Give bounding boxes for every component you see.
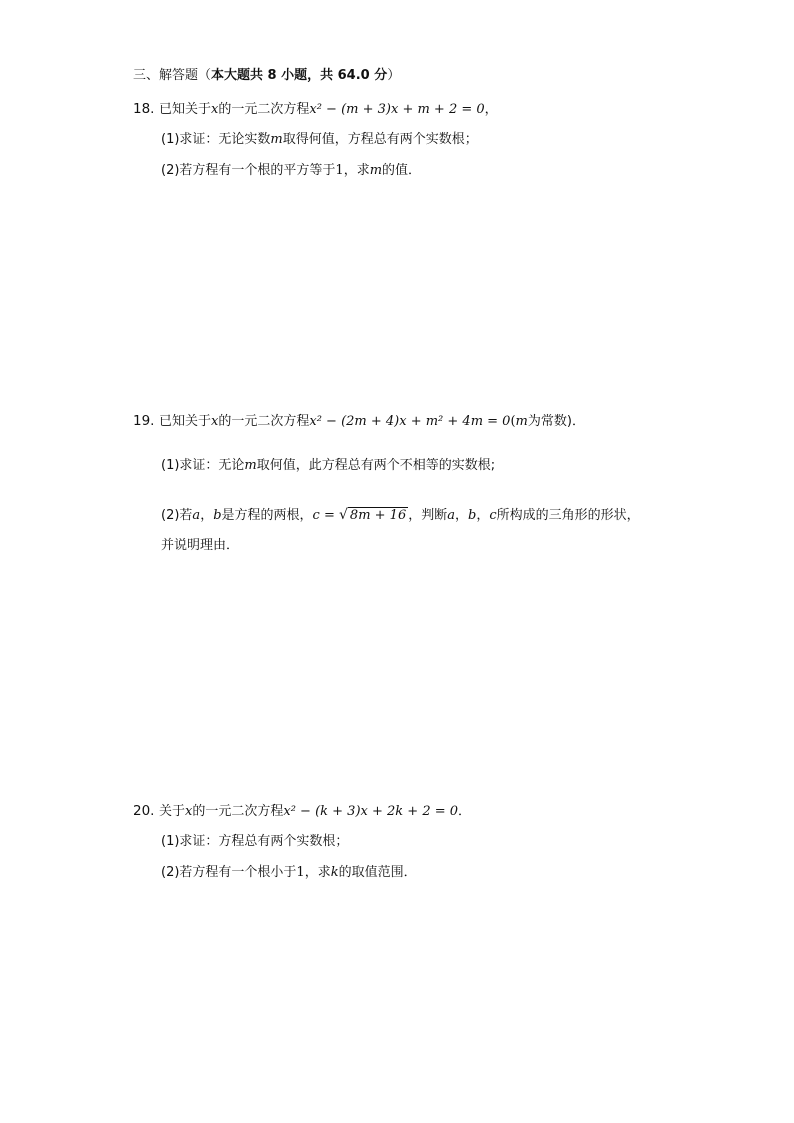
question-18-stem xyxy=(133,100,498,119)
q19-part2-list-b: b xyxy=(468,508,477,523)
q18-part1-prefix: (1)求证：无论实数 xyxy=(161,132,271,147)
q19-part2-var-a: a xyxy=(192,508,201,523)
q20-stem-text-b: 的一元二次方程 xyxy=(192,804,284,819)
section-title-suffix: ） xyxy=(387,68,401,83)
section-title-prefix: 三、解答题（ xyxy=(133,68,212,83)
q19-part2-after: ，判断 xyxy=(408,508,448,523)
question-19-part-1 xyxy=(161,457,495,475)
q20-var-x: x xyxy=(185,804,193,819)
q18-part1-suffix: 取得何值，方程总有两个实数根； xyxy=(282,132,478,147)
q19-stem-text-a: 已知关于 xyxy=(159,414,212,429)
q18-part2-prefix: (2)若方程有一个根的平方等于 xyxy=(161,163,336,178)
section-title xyxy=(133,67,400,85)
q19-part2-var-b: b xyxy=(213,508,222,523)
question-20-number: 20. xyxy=(133,803,155,819)
section-title-bold: 本大题共 8 小题，共 64.0 分 xyxy=(211,68,388,83)
question-20-part-1 xyxy=(161,833,348,851)
q19-part2-sep: ， xyxy=(200,508,214,523)
q20-part2-prefix: (2)若方程有一个根小于 xyxy=(161,865,297,880)
q19-equation: x² − (2m + 4)x + m² + 4m = 0 xyxy=(309,414,511,429)
question-19-part-2 xyxy=(161,506,640,525)
q20-part2-suffix: 的取值范围． xyxy=(338,865,417,880)
q20-part2-var: k xyxy=(330,865,339,880)
q20-part2-num: 1 xyxy=(296,865,305,880)
sqrt-symbol: √ xyxy=(339,507,348,523)
q19-part2-list-sep-2: ， xyxy=(476,508,490,523)
q19-paren-text: 为常数)． xyxy=(527,414,585,429)
q19-part2-mid: 是方程的两根， xyxy=(221,508,313,523)
q18-part1-var: m xyxy=(270,132,283,147)
q19-part2-list-c: c xyxy=(489,508,497,523)
q18-var-x: x xyxy=(211,102,219,117)
q19-part2-prefix: (2)若 xyxy=(161,508,193,523)
q19-part2-end: 所构成的三角形的形状， xyxy=(496,508,640,523)
q19-var-x: x xyxy=(211,414,219,429)
q19-part1-prefix: (1)求证：无论 xyxy=(161,458,245,473)
q20-stem-end: ． xyxy=(458,804,472,819)
question-18-number: 18. xyxy=(133,101,155,117)
q19-part1-suffix: 取何值，此方程总有两个不相等的实数根; xyxy=(256,458,496,473)
q18-part2-var: m xyxy=(369,163,383,178)
q19-part1-var: m xyxy=(244,458,257,473)
question-18-part-2 xyxy=(161,162,421,180)
q19-part2-radicand: 8m + 16 xyxy=(349,508,407,523)
q18-part2-suffix: 的值． xyxy=(382,163,422,178)
q18-part2-num: 1 xyxy=(335,163,344,178)
q20-equation: x² − (k + 3)x + 2k + 2 = 0 xyxy=(283,804,459,819)
q19-paren-var: m xyxy=(515,414,528,429)
question-18-part-1 xyxy=(161,131,478,149)
q19-stem-text-b: 的一元二次方程 xyxy=(218,414,310,429)
q19-paren-open: ( xyxy=(510,414,516,429)
q18-part2-mid: ，求 xyxy=(343,163,370,178)
q18-stem-text-a: 已知关于 xyxy=(159,102,212,117)
q20-part1: (1)求证：方程总有两个实数根； xyxy=(161,834,349,849)
q19-part2-line2: 并说明理由． xyxy=(161,538,240,553)
q19-part2-c-eq: c = xyxy=(312,508,339,523)
q19-part2-list-sep-1: ， xyxy=(455,508,469,523)
q20-stem-text-a: 关于 xyxy=(159,804,186,819)
q18-stem-text-b: 的一元二次方程 xyxy=(218,102,310,117)
question-19-stem xyxy=(133,412,585,431)
q18-equation: x² − (m + 3)x + m + 2 = 0 xyxy=(309,102,485,117)
question-19-part-2-line-2 xyxy=(161,537,239,555)
q18-stem-end: ， xyxy=(484,102,498,117)
q20-part2-mid: ，求 xyxy=(304,865,331,880)
q19-part2-list-a: a xyxy=(447,508,456,523)
question-20-part-2 xyxy=(161,864,417,882)
question-19-number: 19. xyxy=(133,413,155,429)
question-20-stem xyxy=(133,802,471,821)
